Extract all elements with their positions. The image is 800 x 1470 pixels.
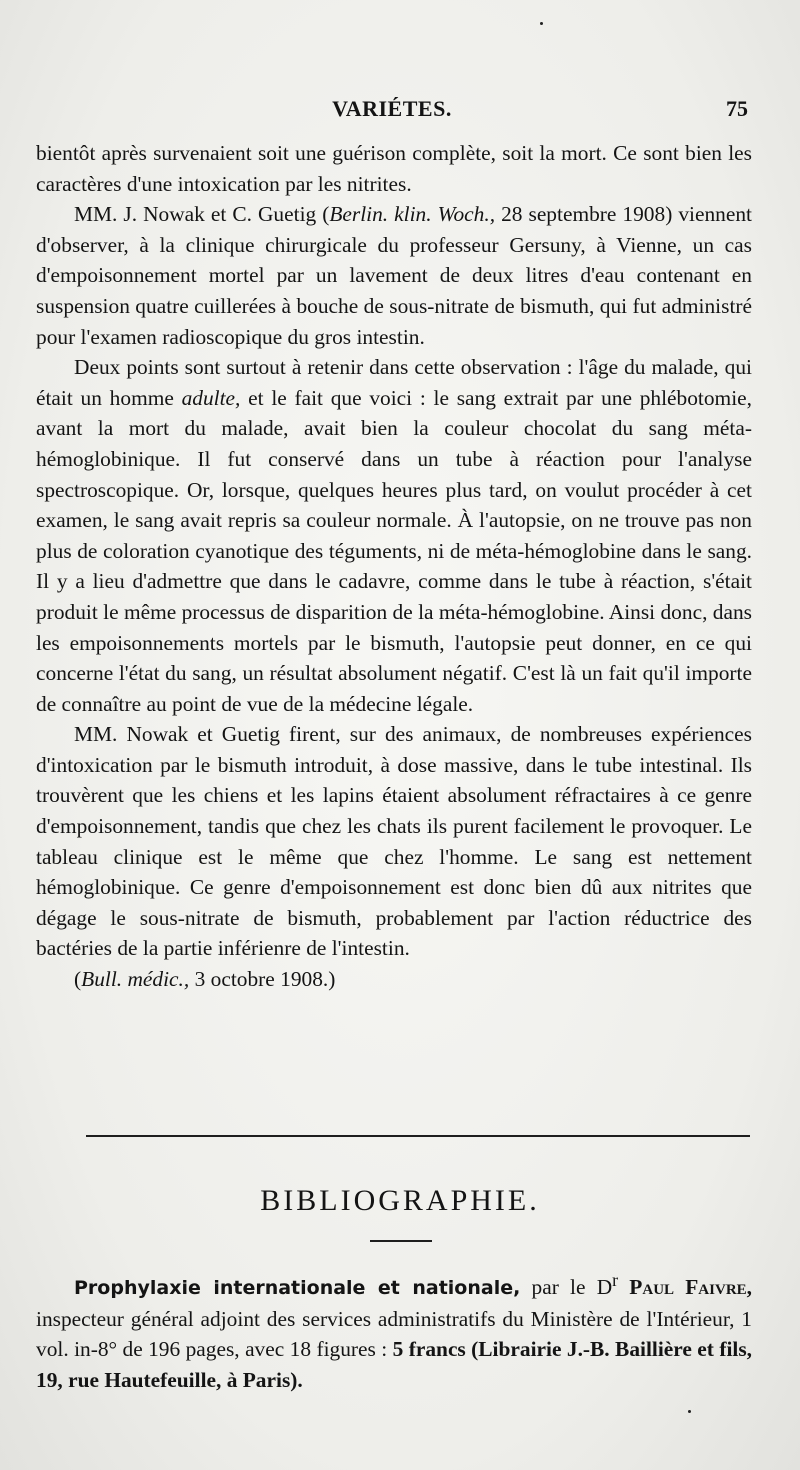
page-number: 75 bbox=[726, 96, 748, 121]
author-details: inspecteur général adjoint des services administratifs du Ministère de l'Intérieur, 1 vol. in-8° de 196 pages, avec 18 figures : bbox=[36, 1306, 752, 1362]
by-text: par le D bbox=[520, 1275, 613, 1300]
source-citation bbox=[36, 964, 752, 995]
article-body bbox=[36, 138, 752, 995]
paragraph-2 bbox=[36, 199, 752, 352]
paper-speck bbox=[688, 1410, 691, 1413]
source-date: 3 octobre 1908.) bbox=[189, 967, 336, 992]
bibliography-heading: BIBLIOGRAPHIE. bbox=[260, 1184, 540, 1217]
doctor-superscript: r bbox=[612, 1270, 619, 1290]
source-journal: Bull. médic., bbox=[81, 967, 190, 992]
paragraph-2-text-a: MM. J. Nowak et C. Guetig ( bbox=[74, 202, 330, 227]
paragraph-1: bientôt après survenaient soit une guérison complète, soit la mort. Ce sont bien les caractères d'une intoxication par les nitrites. bbox=[36, 141, 752, 196]
bibliography-entry bbox=[36, 1265, 752, 1396]
bibliography-item bbox=[36, 1265, 752, 1396]
emphasis-adulte: adulte, bbox=[181, 385, 241, 410]
running-title: VARIÉTES. bbox=[332, 96, 452, 121]
source-open-paren: ( bbox=[74, 967, 82, 992]
paragraph-3-text-b: et le fait que voici : le sang extrait par une phlébotomie, avant la mort du malade, avait bien la couleur chocolat du sang méta-hémoglobinique. Il fut conservé dans un tube à réaction pour l'analyse spectroscopique. Or, lorsque, quelques heures plus tard, on voulut procéder à cet examen, le sang avait repris sa couleur normale. À l'autopsie, on ne trouve pas non plus de coloration cyanotique des téguments, ni de méta-hémoglobine dans le sang. Il y a lieu d'admettre que dans le cadavre, comme dans le tube à réaction, s'était produit le même processus de disparition de la méta-hémoglobine. Ainsi donc, dans les empoisonnements mortels par le bismuth, l'autopsie peut donner, en ce qui concerne l'état du sang, un résultat absolument négatif. C'est là un fait qu'il importe de connaître au point de vue de la médecine légale. bbox=[36, 385, 752, 716]
paper-speck bbox=[540, 22, 543, 25]
paragraph-3 bbox=[36, 352, 752, 719]
price-publisher: 5 francs (Librairie J.-B. Baillière et fils, 19, rue Hautefeuille, à Paris). bbox=[36, 1337, 753, 1392]
author-name: Paul Faivre, bbox=[618, 1275, 752, 1300]
heading-underline bbox=[370, 1240, 432, 1242]
paragraph-2-text-b: 28 septembre 1908) viennent d'observer, à la clinique chirurgicale du professeur Gersuny, à Vienne, un cas d'empoisonnement mortel par un lavement de deux litres d'eau contenant en suspension quatre cuillerées à bouche de sous-nitrate de bismuth, qui fut administré pour l'examen radioscopique du gros intestin. bbox=[36, 202, 752, 349]
book-title: Prophylaxie internationale et nationale, bbox=[74, 1277, 521, 1300]
paragraph-4: MM. Nowak et Guetig firent, sur des animaux, de nombreuses expériences d'intoxication par le bismuth introduit, à dose massive, dans le tube intestinal. Ils trouvèrent que les chiens et les lapins étaient absolument réfractaires à ce genre d'empoisonnement, tandis que chez les chats ils purent facilement le provoquer. Le tableau clinique est le même que chez l'homme. Le sang est nettement hémoglobinique. Ce genre d'empoisonnement est donc bien dû aux nitrites que dégage le sous-nitrate de bismuth, probablement par l'action réductrice des bactéries de la partie inférienre de l'intestin. bbox=[36, 722, 752, 961]
journal-citation: Berlin. klin. Woch., bbox=[329, 202, 496, 227]
section-divider bbox=[86, 1135, 750, 1137]
page-header bbox=[36, 94, 748, 128]
paragraph-3-text-a: Deux points sont surtout à retenir dans cette observation : l'âge du malade, qui était un homme bbox=[36, 355, 752, 410]
